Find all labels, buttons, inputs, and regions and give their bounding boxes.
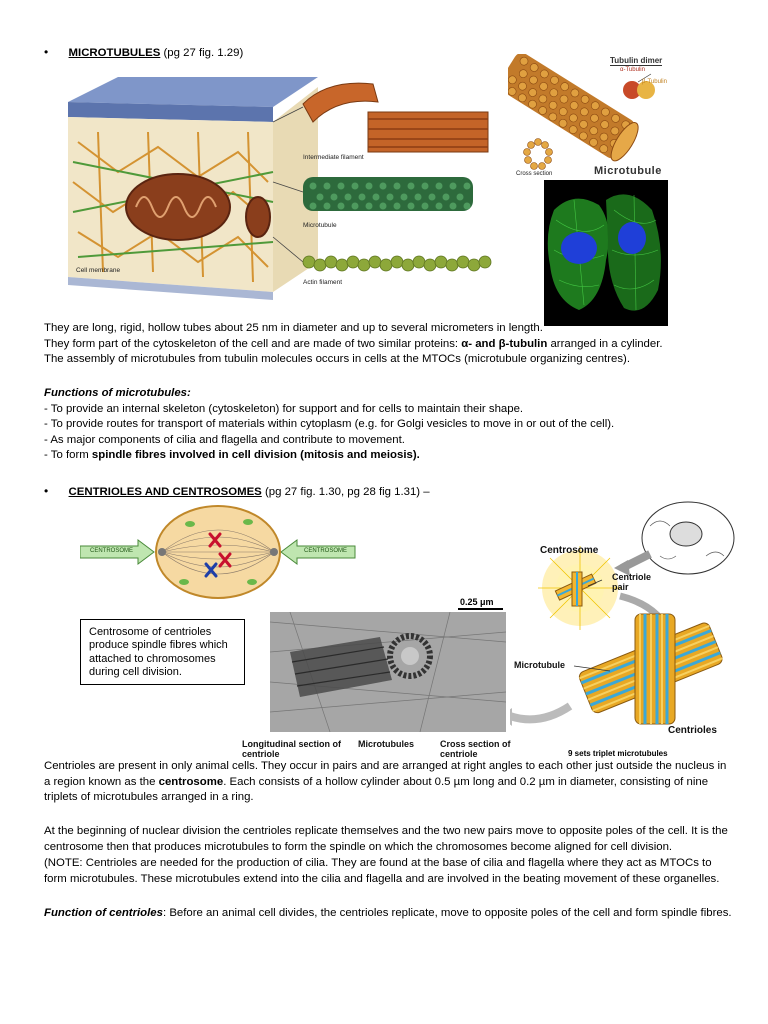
label-microtubule-title: Microtubule — [594, 165, 662, 177]
function-item — [44, 448, 744, 464]
section1-heading — [44, 45, 243, 62]
cytoskeleton-illustration — [58, 62, 498, 302]
p1-text: Centrioles are present in only animal cells. They occur in pairs and are arranged at right angles to each other just outside the nucleus in a region known as the — [44, 760, 727, 788]
centrosome-tag-left: CENTROSOME — [90, 548, 134, 554]
para-line-3: The assembly of microtubules from tubulin molecules occurs in cells at the MTOCs (microtubule organizing centres). — [44, 353, 631, 366]
section-ref: (pg 27 fig. 1.30, pg 28 fig 1.31) – — [264, 486, 430, 498]
cytoskeleton-figure — [58, 62, 498, 302]
em-label-cross: Cross section of centriole — [440, 739, 511, 759]
label-cross-section: Cross section — [516, 171, 553, 177]
function-label: Function of centrioles — [44, 907, 163, 919]
centrioles-note: (NOTE: Centrioles are needed for the production of cilia. They are found at the base of cilia and flagella where they act as MTOCs to form microtubules. These microtubules extend into the cilia and flagella and are involved in the beating movement of these organelles. — [44, 857, 720, 885]
para-line-1: They are long, rigid, hollow tubes about 25 nm in diameter and up to several micrometers in length. — [44, 322, 543, 334]
label-centriole-pair: Centriole pair — [612, 572, 652, 592]
section-ref: (pg 27 fig. 1.29) — [163, 47, 244, 59]
centriole-illustration — [510, 496, 736, 752]
em-label-longitudinal: Longitudinal section of centriole — [242, 739, 341, 759]
tubulin-bold: α- and β-tubulin — [461, 337, 548, 350]
centrosome-tag-right: CENTROSOME — [304, 548, 348, 554]
microtubules-description — [44, 321, 734, 368]
label-cell-membrane: Cell membrane — [76, 267, 121, 274]
em-label-microtubules: Microtubules — [358, 739, 415, 749]
function-bold: spindle fibres involved in cell division (mitosis and meiosis). — [91, 449, 420, 462]
section-title: CENTRIOLES AND CENTROSOMES — [68, 486, 262, 498]
centrioles-function — [44, 906, 744, 922]
centrioles-paragraph-2: At the beginning of nuclear division the centrioles replicate themselves and the two new pairs move to opposite poles of the cell. It is the centrosome then that produces microtubules to form the spindle on which the chromosomes become aligned for cell division. — [44, 825, 728, 853]
cell-division-diagram — [80, 502, 360, 602]
label-alpha-tubulin: α-Tubulin — [620, 67, 645, 73]
function-item: - As major components of cilia and flagella and contribute to movement. — [44, 433, 405, 446]
function-item: - To provide an internal skeleton (cytoskeleton) for support and for cells to maintain their shape. — [44, 402, 524, 415]
centriole-diagram — [510, 496, 736, 758]
function-item: - To provide routes for transport of materials within cytoplasm (e.g. for Golgi vesicles to move in or out of the cell). — [44, 418, 615, 431]
scale-label: 0.25 μm — [460, 597, 494, 607]
em-image — [270, 612, 506, 732]
function-text: : Before an animal cell divides, the centrioles replicate, move to opposite poles of the cell and form spindle fibres. — [162, 907, 732, 919]
label-beta-tubulin: β-Tubulin — [642, 79, 667, 85]
label-microtubule: Microtubule — [514, 660, 565, 670]
para-line-2-end: arranged in a cylinder. — [547, 337, 663, 350]
para-line-2 — [44, 337, 734, 353]
scale-bar — [458, 608, 503, 610]
label-centrosome: Centrosome — [540, 545, 599, 556]
section2-heading — [44, 484, 430, 501]
label-triplets: 9 sets triplet microtubules — [568, 749, 668, 758]
function-prefix: - To form — [44, 449, 92, 462]
functions-title: Functions of microtubules: — [44, 387, 191, 399]
bullet: • — [44, 484, 49, 498]
para-line-2-text: They form part of the cytoskeleton of the cell and are made of two similar proteins: — [44, 337, 462, 350]
label-actin: Actin filament — [303, 279, 343, 286]
bullet: • — [44, 45, 49, 59]
centrioles-paragraph-1 — [44, 759, 734, 806]
centrosome-caption: Centrosome of centrioles produce spindle fibres which attached to chromosomes during cell division. — [80, 619, 245, 685]
p1-text-end: . Each consists of a hollow cylinder about 0.5 µm long and 0.2 µm in diameter, consisting of nine triplets of microtubules arranged in a ring. — [44, 775, 709, 804]
label-intermediate: Intermediate filament — [303, 154, 364, 161]
microtubule-tube-illustration — [508, 54, 684, 178]
fluorescence-cells — [544, 180, 668, 326]
label-microtubule: Microtubule — [303, 222, 337, 229]
tubulin-figure — [508, 54, 684, 178]
section-title: MICROTUBULES — [68, 47, 161, 59]
functions-microtubules — [44, 386, 744, 464]
electron-micrograph — [270, 612, 506, 732]
fluorescence-micrograph — [544, 180, 668, 326]
label-tubulin-dimer: Tubulin dimer — [610, 56, 663, 65]
p1-bold-centrosome: centrosome — [158, 775, 224, 788]
label-centrioles: Centrioles — [668, 725, 717, 736]
